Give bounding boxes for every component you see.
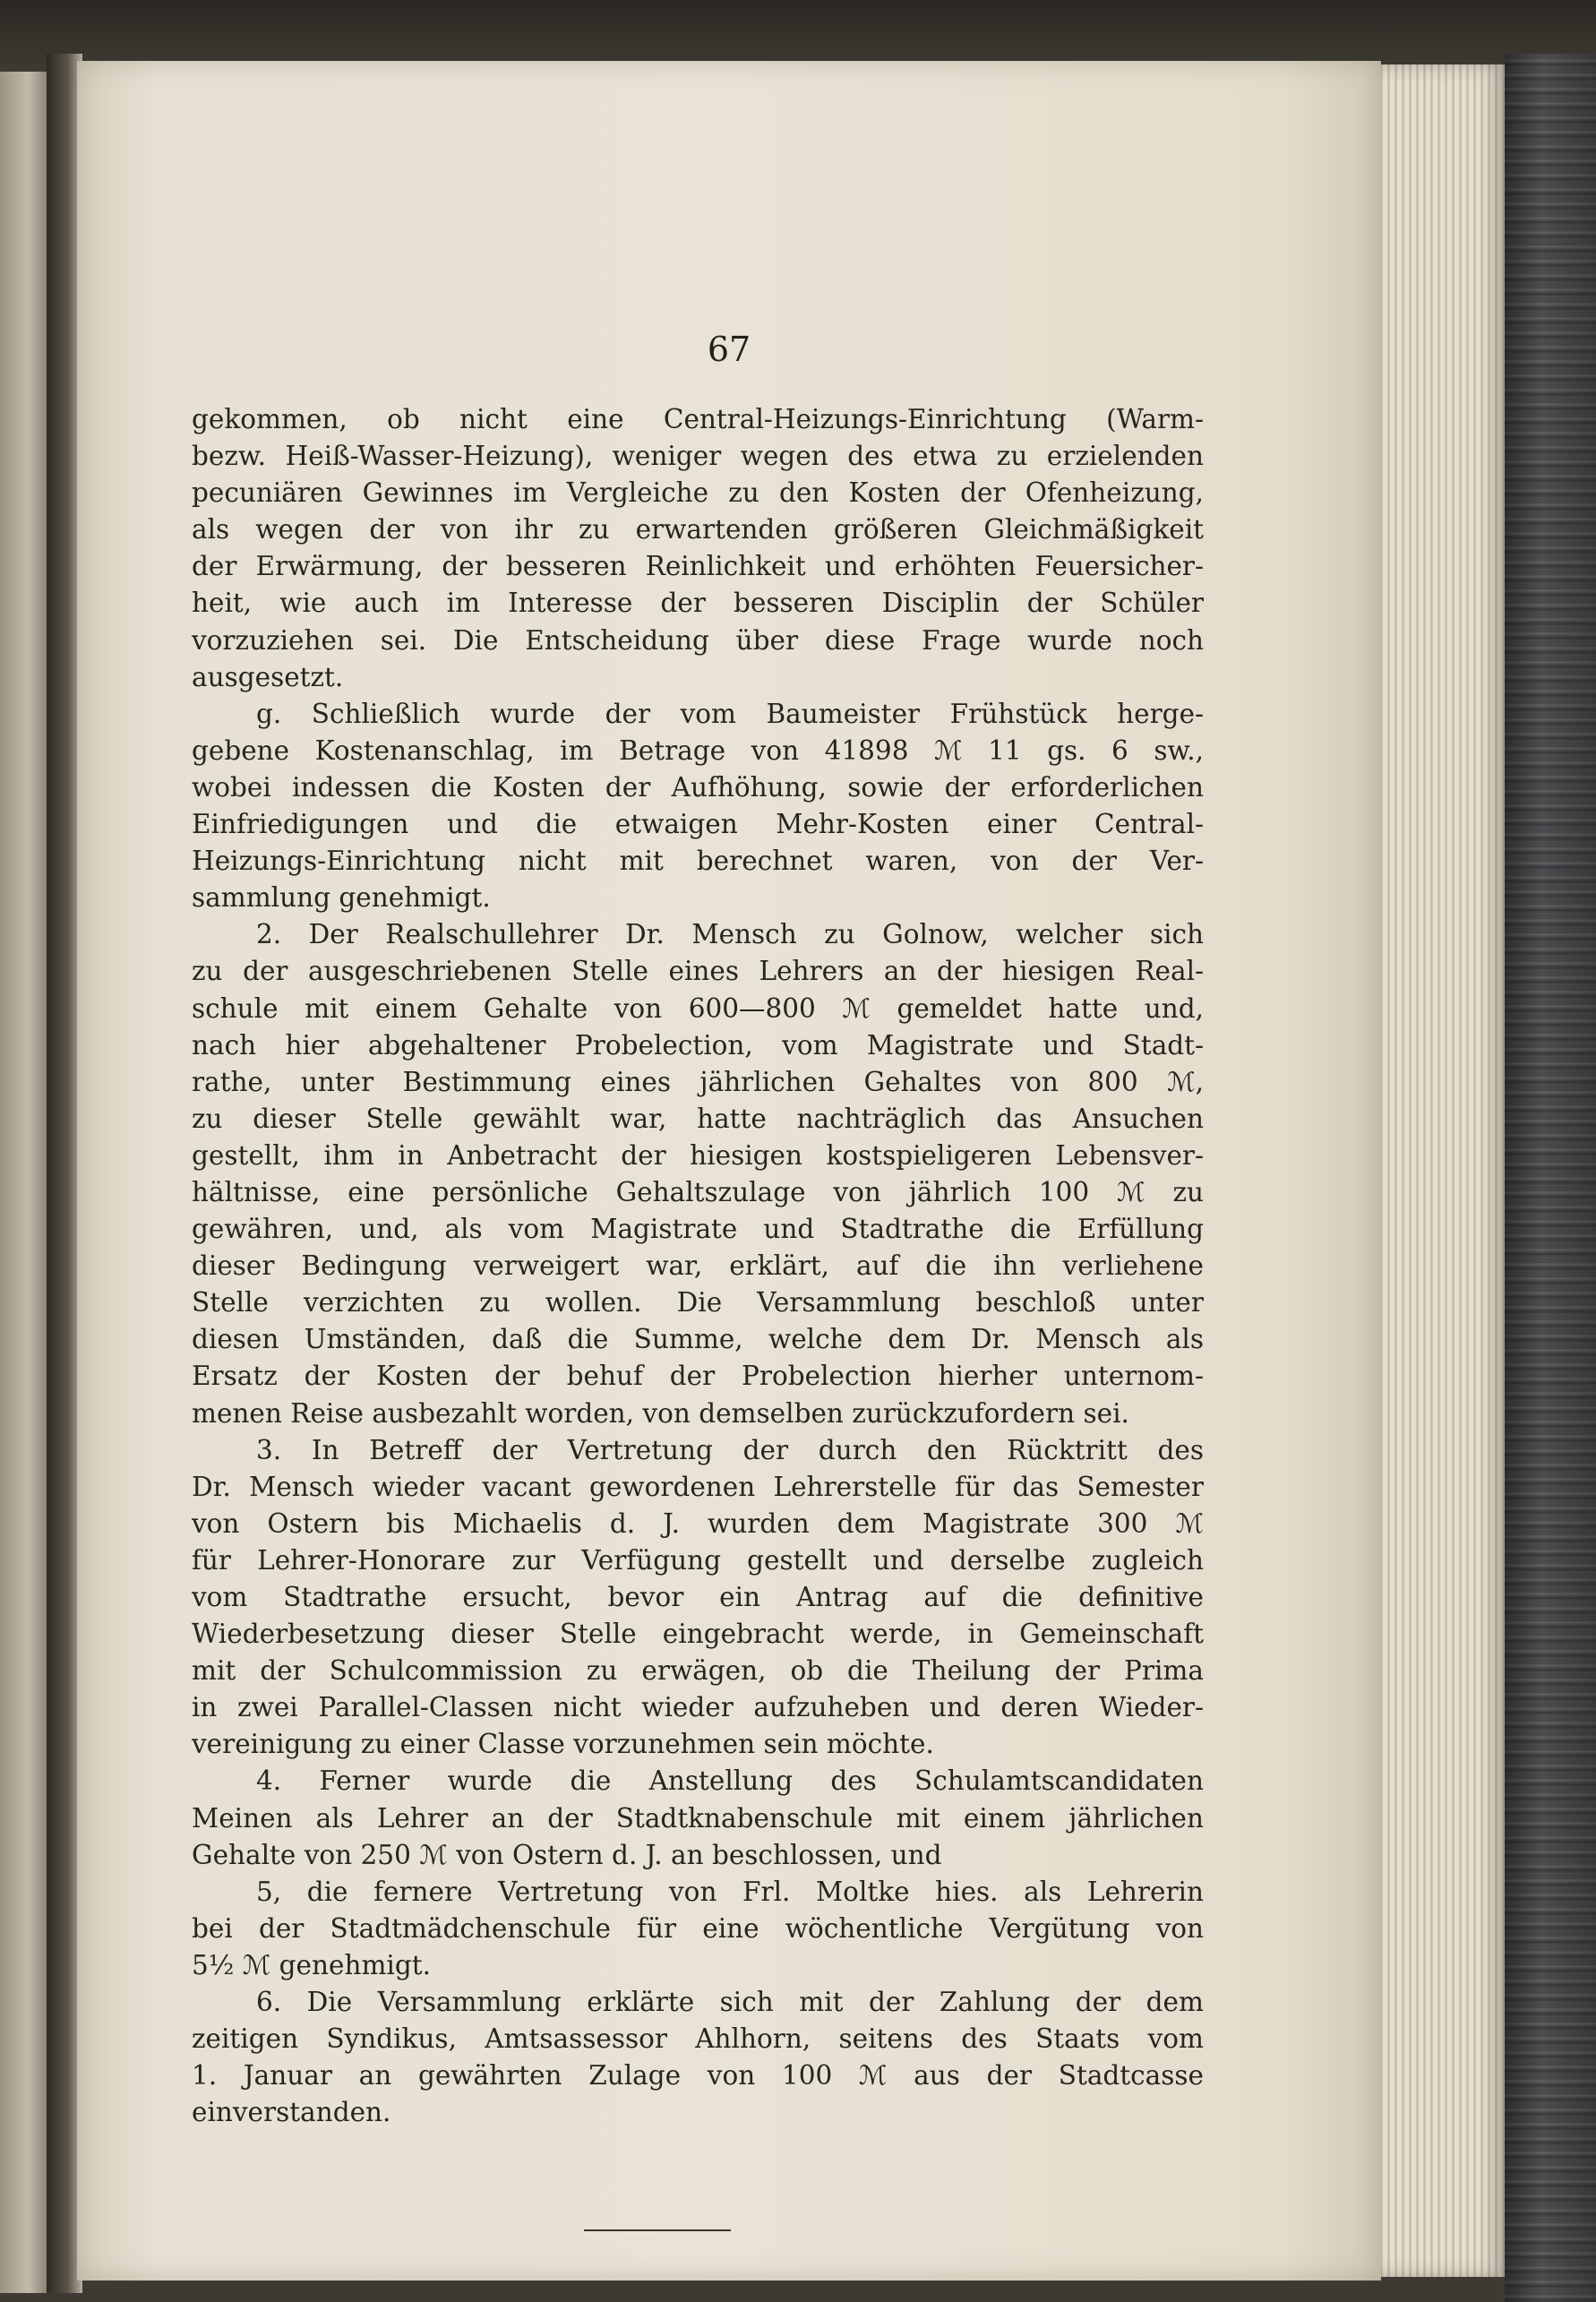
text-line: gewähren, und, als vom Magistrate und Stadtrathe die Erfüllung (192, 1214, 1204, 1245)
text-line: wobei indessen die Kosten der Aufhöhung, sowie der erforderlichen (192, 771, 1204, 803)
text-line: von Ostern bis Michaelis d. J. wurden dem Magistrate 300 ℳ (192, 1507, 1204, 1539)
text-line: 5, die fernere Vertretung von Frl. Moltke hies. als Lehrerin (256, 1876, 1204, 1907)
cover-shade (1505, 54, 1596, 2302)
text-line: Meinen als Lehrer an der Stadtknabenschule mit einem jährlichen (192, 1802, 1204, 1834)
closing-rule (584, 2229, 731, 2231)
text-line: 4. Ferner wurde die Anstellung des Schulamtscandidaten (256, 1765, 1204, 1797)
text-line: Stelle verzichten zu wollen. Die Versammlung beschloß unter (192, 1287, 1204, 1318)
text-line: schule mit einem Gehalte von 600—800 ℳ gemeldet hatte und, (192, 992, 1204, 1024)
text-line: als wegen der von ihr zu erwartenden größeren Gleichmäßigkeit (192, 514, 1204, 545)
text-line: 3. In Betreff der Vertretung der durch den Rücktritt des (256, 1434, 1204, 1465)
text-line: vom Stadtrathe ersucht, bevor ein Antrag auf die definitive (192, 1582, 1204, 1612)
text-line: zeitigen Syndikus, Amtsassessor Ahlhorn, seitens des Staats vom (192, 2023, 1204, 2055)
text-line: bei der Stadtmädchenschule für eine wöchentliche Vergütung von (192, 1912, 1204, 1944)
text-line: für Lehrer-Honorare zur Verfügung gestellt und derselbe zugleich (192, 1544, 1204, 1576)
text-line: Gehalte von 250 ℳ von Ostern d. J. an beschlossen, und (192, 1839, 942, 1870)
text-line: menen Reise ausbezahlt worden, von demselben zurückzufordern sei. (192, 1397, 1129, 1429)
text-line: rathe, unter Bestimmung eines jährlichen Gehaltes von 800 ℳ, (192, 1066, 1204, 1097)
text-line: vorzuziehen sei. Die Entscheidung über diese Frage wurde noch (192, 624, 1204, 656)
page-stack-edges (1370, 64, 1505, 2277)
text-line: dieser Bedingung verweigert war, erklärt, auf die ihn verliehene (192, 1250, 1204, 1282)
text-line: nach hier abgehaltener Probelection, vom Magistrate und Stadt- (192, 1029, 1204, 1061)
text-line: in zwei Parallel-Classen nicht wieder aufzuheben und deren Wieder- (192, 1692, 1204, 1723)
text-line: der Erwärmung, der besseren Reinlichkeit und erhöhten Feuersicher- (192, 551, 1204, 582)
text-line: mit der Schulcommission zu erwägen, ob die Theilung der Prima (192, 1655, 1204, 1687)
text-line: ausgesetzt. (192, 661, 344, 692)
text-line: zu dieser Stelle gewählt war, hatte nachträglich das Ansuchen (192, 1103, 1204, 1134)
text-line: heit, wie auch im Interesse der besseren Disciplin der Schüler (192, 588, 1204, 619)
text-line: 5½ ℳ genehmigt. (192, 1949, 431, 1980)
left-facing-page-edge (0, 72, 52, 2293)
text-line: diesen Umständen, daß die Summe, welche dem Dr. Mensch als (192, 1324, 1204, 1355)
text-line: 6. Die Versammlung erklärte sich mit der Zahlung der dem (256, 1987, 1204, 2018)
text-line: vereinigung zu einer Classe vorzunehmen sein möchte. (192, 1729, 934, 1760)
text-line: Wiederbesetzung dieser Stelle eingebracht werde, in Gemeinschaft (192, 1619, 1204, 1650)
text-line: bezw. Heiß-Wasser-Heizung), weniger wegen des etwa zu erzielenden (192, 441, 1204, 472)
text-line: Einfriedigungen und die etwaigen Mehr-Kosten einer Central- (192, 809, 1204, 840)
text-line: hältnisse, eine persönliche Gehaltszulage von jährlich 100 ℳ zu (192, 1176, 1204, 1207)
text-line: gekommen, ob nicht eine Central-Heizungs-Einrichtung (Warm- (192, 404, 1204, 434)
text-line: gebene Kostenanschlag, im Betrage von 41898 ℳ 11 gs. 6 sw., (192, 734, 1204, 766)
page-number: 67 (707, 330, 751, 369)
text-line: g. Schließlich wurde der vom Baumeister Frühstück herge- (256, 698, 1204, 729)
text-line: 2. Der Realschullehrer Dr. Mensch zu Golnow, welcher sich (256, 919, 1204, 950)
text-line: Ersatz der Kosten der behuf der Probelection hierher unternom- (192, 1361, 1204, 1392)
text-line: Dr. Mensch wieder vacant gewordenen Lehrerstelle für das Semester (192, 1471, 1204, 1502)
text-line: 1. Januar an gewährten Zulage von 100 ℳ aus der Stadtcasse (192, 2060, 1204, 2092)
text-line: zu der ausgeschriebenen Stelle eines Lehrers an der hiesigen Real- (192, 956, 1204, 987)
text-line: gestellt, ihm in Anbetracht der hiesigen kostspieligeren Lebensver- (192, 1139, 1204, 1171)
body-text (192, 401, 1204, 2131)
text-line: einverstanden. (192, 2097, 391, 2128)
text-line: Heizungs-Einrichtung nicht mit berechnet waren, von der Ver- (192, 846, 1204, 877)
text-line: sammlung genehmigt. (192, 882, 491, 914)
book-page (77, 61, 1381, 2281)
text-line: pecuniären Gewinnes im Vergleiche zu den Kosten der Ofenheizung, (192, 477, 1204, 509)
